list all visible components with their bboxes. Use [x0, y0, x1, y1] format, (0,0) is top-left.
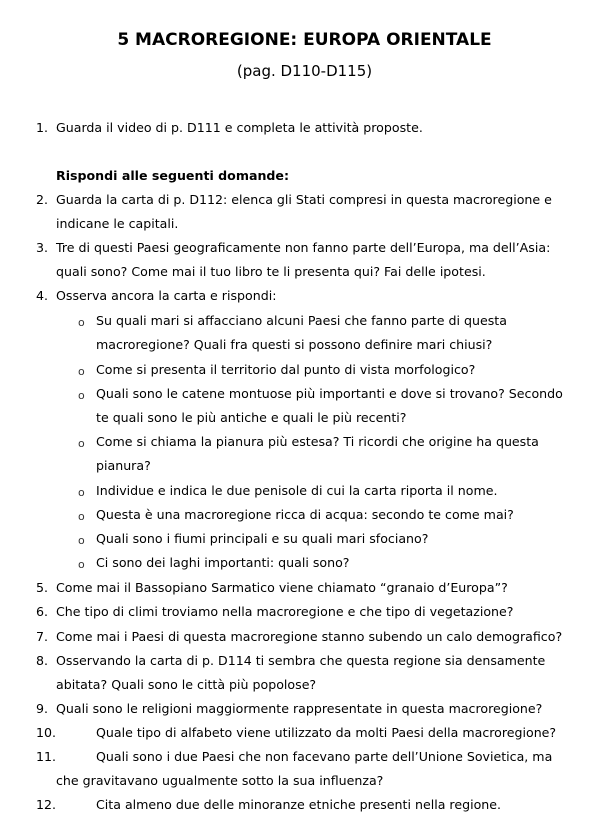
q2-number: 2.	[36, 192, 49, 207]
q4-sub4-line2: pianura?	[96, 458, 151, 473]
q8-text-line2: abitata? Quali sono le città più popolose?	[56, 677, 317, 692]
q10-number: 10.	[36, 725, 57, 740]
bullet-icon: o	[78, 558, 85, 571]
q3-text-line1: Tre di questi Paesi geograficamente non fanno parte dell’Europa, ma dell’Asia:	[56, 240, 551, 255]
q10-text: Quale tipo di alfabeto viene utilizzato da molti Paesi della macroregione?	[96, 725, 557, 740]
q4-sub1-line1: Su quali mari si affacciano alcuni Paesi che fanno parte di questa	[96, 313, 507, 328]
q4-sub7: Quali sono i fiumi principali e su quali mari sfociano?	[96, 531, 429, 546]
q5-text: Come mai il Bassopiano Sarmatico viene chiamato “granaio d’Europa”?	[56, 580, 508, 595]
q2-text-line2: indicane le capitali.	[56, 216, 179, 231]
page-subtitle: (pag. D110-D115)	[236, 62, 373, 80]
q8-text-line1: Osservando la carta di p. D114 ti sembra che questa regione sia densamente	[56, 653, 546, 668]
q4-sub4-line1: Come si chiama la pianura più estesa? Ti ricordi che origine ha questa	[96, 434, 539, 449]
q12-number: 12.	[36, 797, 57, 812]
q9-text: Quali sono le religioni maggiormente rappresentate in questa macroregione?	[56, 701, 543, 716]
q4-sub5: Individue e indica le due penisole di cui la carta riporta il nome.	[96, 483, 498, 498]
section-heading: Rispondi alle seguenti domande:	[56, 168, 290, 183]
q8-number: 8.	[36, 653, 49, 668]
q4-sub6: Questa è una macroregione ricca di acqua: secondo te come mai?	[96, 507, 514, 522]
q4-sub8: Ci sono dei laghi importanti: quali sono?	[96, 555, 350, 570]
q4-text: Osserva ancora la carta e rispondi:	[56, 288, 277, 303]
q7-text: Come mai i Paesi di questa macroregione stanno subendo un calo demografico?	[56, 629, 563, 644]
q12-text: Cita almeno due delle minoranze etniche presenti nella regione.	[96, 797, 502, 812]
q6-number: 6.	[36, 604, 49, 619]
q11-number: 11.	[36, 749, 57, 764]
q3-number: 3.	[36, 240, 49, 255]
bullet-icon: o	[78, 316, 85, 329]
q4-sub3-line1: Quali sono le catene montuose più importanti e dove si trovano? Secondo	[96, 386, 563, 401]
bullet-icon: o	[78, 534, 85, 547]
q4-sub3-line2: te quali sono le più antiche e quali le più recenti?	[96, 410, 407, 425]
bullet-icon: o	[78, 486, 85, 499]
q7-number: 7.	[36, 629, 49, 644]
q2-text-line1: Guarda la carta di p. D112: elenca gli Stati compresi in questa macroregione e	[56, 192, 552, 207]
q11-text-line2: che gravitavano ugualmente sotto la sua influenza?	[56, 773, 384, 788]
q4-sub1-line2: macroregione? Quali fra questi si possono definire mari chiusi?	[96, 337, 493, 352]
q3-text-line2: quali sono? Come mai il tuo libro te li presenta qui? Fai delle ipotesi.	[56, 264, 486, 279]
q11-text-line1: Quali sono i due Paesi che non facevano parte dell’Unione Sovietica, ma	[96, 749, 553, 764]
q4-sub2: Come si presenta il territorio dal punto di vista morfologico?	[96, 362, 476, 377]
bullet-icon: o	[78, 510, 85, 523]
bullet-icon: o	[78, 365, 85, 378]
q1-number: 1.	[36, 120, 49, 135]
q1-text: Guarda il video di p. D111 e completa le attività proposte.	[56, 120, 423, 135]
bullet-icon: o	[78, 389, 85, 402]
q5-number: 5.	[36, 580, 49, 595]
q4-number: 4.	[36, 288, 49, 303]
bullet-icon: o	[78, 437, 85, 450]
q9-number: 9.	[36, 701, 49, 716]
q6-text: Che tipo di climi troviamo nella macroregione e che tipo di vegetazione?	[56, 604, 514, 619]
page-title: 5 MACROREGIONE: EUROPA ORIENTALE	[117, 30, 492, 50]
